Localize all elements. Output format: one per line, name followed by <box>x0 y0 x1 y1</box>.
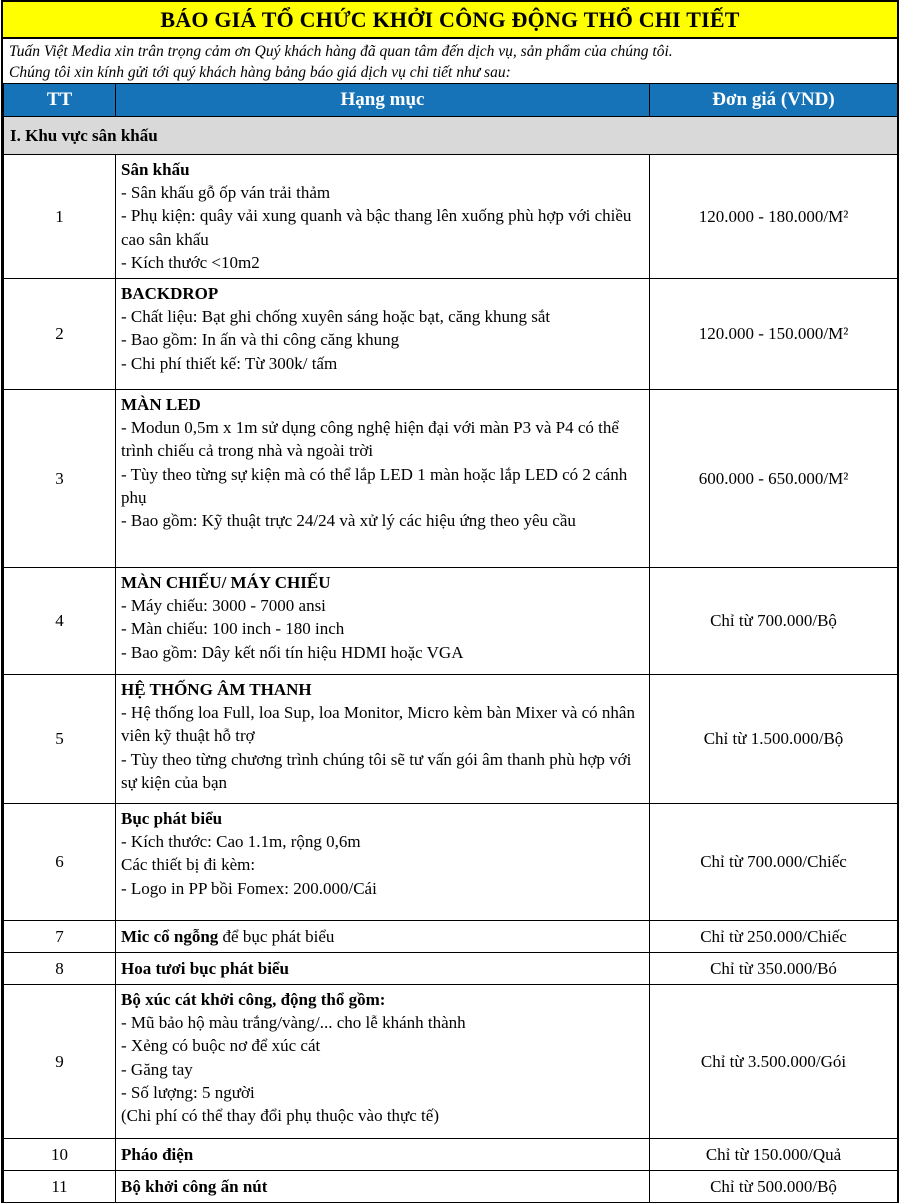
item-heading: MÀN CHIẾU/ MÁY CHIẾU <box>121 573 331 592</box>
item-heading-suffix: để bục phát biểu <box>218 926 335 946</box>
row-number: 6 <box>4 804 116 921</box>
row-number: 9 <box>4 985 116 1139</box>
row-price: Chỉ từ 250.000/Chiếc <box>650 921 898 953</box>
row-number: 5 <box>4 675 116 804</box>
item-detail: - Bao gồm: Dây kết nối tín hiệu HDMI hoặc VGA <box>121 642 464 662</box>
table-row <box>4 279 898 390</box>
item-detail: - Chi phí thiết kế: Từ 300k/ tấm <box>121 353 338 373</box>
row-price: 120.000 - 150.000/M² <box>650 279 898 390</box>
row-number: 10 <box>4 1139 116 1171</box>
item-heading-line <box>121 678 641 701</box>
item-heading-line <box>121 158 641 181</box>
item-heading: Bộ xúc cát khởi công, động thổ gồm: <box>121 990 386 1009</box>
item-heading: MÀN LED <box>121 395 201 414</box>
price-table <box>3 83 898 1203</box>
row-price: 600.000 - 650.000/M² <box>650 390 898 568</box>
item-detail: - Bao gồm: Kỹ thuật trực 24/24 và xử lý các hiệu ứng theo yêu cầu <box>121 511 576 531</box>
row-description <box>116 804 650 921</box>
header-price: Đơn giá (VND) <box>650 84 898 117</box>
item-detail: - Tùy theo từng sự kiện mà có thể lắp LED 1 màn hoặc lắp LED có 2 cánh phụ <box>121 464 628 507</box>
item-heading-line <box>121 393 641 416</box>
row-number: 7 <box>4 921 116 953</box>
item-heading-line <box>121 1175 641 1198</box>
item-detail: - Máy chiếu: 3000 - 7000 ansi <box>121 596 326 616</box>
item-heading-line <box>121 571 641 594</box>
row-price: Chỉ từ 500.000/Bộ <box>650 1171 898 1203</box>
intro-text <box>3 39 897 83</box>
item-heading-line <box>121 988 641 1011</box>
row-price: 120.000 - 180.000/M² <box>650 155 898 279</box>
row-price: Chỉ từ 150.000/Quả <box>650 1139 898 1171</box>
table-row <box>4 804 898 921</box>
section-row <box>4 117 898 155</box>
item-heading: Bục phát biểu <box>121 809 223 828</box>
section-title: I. Khu vực sân khấu <box>4 117 898 155</box>
item-detail: - Chất liệu: Bạt ghi chống xuyên sáng hoặc bạt, căng khung sắt <box>121 307 551 327</box>
item-detail: - Tùy theo từng chương trình chúng tôi sẽ tư vấn gói âm thanh phù hợp với sự kiện của bạn <box>121 749 632 792</box>
page-title: BÁO GIÁ TỔ CHỨC KHỞI CÔNG ĐỘNG THỔ CHI TIẾT <box>3 0 897 39</box>
item-detail: - Phụ kiện: quây vải xung quanh và bậc thang lên xuống phù hợp với chiều cao sân khấu <box>121 206 632 249</box>
item-heading: Hoa tươi bục phát biểu <box>121 958 289 978</box>
item-detail: Các thiết bị đi kèm: <box>121 855 256 875</box>
row-description <box>116 1139 650 1171</box>
row-description <box>116 953 650 985</box>
item-detail: - Xẻng có buộc nơ để xúc cát <box>121 1036 321 1056</box>
item-detail: - Modun 0,5m x 1m sử dụng công nghệ hiện đại với màn P3 và P4 có thể trình chiếu cả trong nhà và ngoài trời <box>121 418 619 461</box>
row-description <box>116 921 650 953</box>
table-row <box>4 921 898 953</box>
item-detail: - Găng tay <box>121 1059 193 1079</box>
item-detail: - Kích thước: Cao 1.1m, rộng 0,6m <box>121 832 361 852</box>
table-row <box>4 155 898 279</box>
quotation-sheet <box>1 0 899 1203</box>
row-price: Chỉ từ 700.000/Bộ <box>650 568 898 675</box>
item-detail: - Kích thước <10m2 <box>121 252 260 272</box>
item-heading: HỆ THỐNG ÂM THANH <box>121 680 312 699</box>
row-description <box>116 390 650 568</box>
table-row <box>4 675 898 804</box>
row-number: 4 <box>4 568 116 675</box>
row-description <box>116 568 650 675</box>
item-heading: Sân khấu <box>121 160 190 179</box>
table-row <box>4 390 898 568</box>
row-number: 8 <box>4 953 116 985</box>
item-detail: - Số lượng: 5 người <box>121 1082 255 1102</box>
row-price: Chỉ từ 1.500.000/Bộ <box>650 675 898 804</box>
item-detail: - Hệ thống loa Full, loa Sup, loa Monitor, Micro kèm bàn Mixer và có nhân viên kỹ thuật hỗ trợ <box>121 703 635 746</box>
header-tt: TT <box>4 84 116 117</box>
table-row <box>4 1139 898 1171</box>
row-description <box>116 985 650 1139</box>
item-detail: - Logo in PP bồi Fomex: 200.000/Cái <box>121 878 377 898</box>
item-heading-line <box>121 282 641 305</box>
item-detail: - Màn chiếu: 100 inch - 180 inch <box>121 619 345 639</box>
item-heading-line <box>121 925 641 948</box>
item-heading: Mic cổ ngỗng <box>121 926 219 946</box>
item-detail: - Mũ bảo hộ màu trắng/vàng/... cho lễ khánh thành <box>121 1013 466 1033</box>
row-description <box>116 155 650 279</box>
header-item: Hạng mục <box>116 84 650 117</box>
table-row <box>4 568 898 675</box>
row-price: Chỉ từ 700.000/Chiếc <box>650 804 898 921</box>
row-number: 1 <box>4 155 116 279</box>
table-header-row <box>4 84 898 117</box>
row-description <box>116 675 650 804</box>
row-number: 11 <box>4 1171 116 1203</box>
item-detail: - Sân khấu gỗ ốp ván trải thảm <box>121 183 331 203</box>
item-heading-line <box>121 1143 641 1166</box>
item-heading: Bộ khởi công ấn nút <box>121 1176 268 1196</box>
item-heading-line <box>121 957 641 980</box>
row-price: Chỉ từ 350.000/Bó <box>650 953 898 985</box>
row-number: 3 <box>4 390 116 568</box>
row-price: Chỉ từ 3.500.000/Gói <box>650 985 898 1139</box>
row-number: 2 <box>4 279 116 390</box>
intro-line-1: Tuấn Việt Media xin trân trọng cảm ơn Quý khách hàng đã quan tâm đến dịch vụ, sản phẩm của chúng tôi. <box>9 43 673 60</box>
intro-line-2: Chúng tôi xin kính gửi tới quý khách hàng bảng báo giá dịch vụ chi tiết như sau: <box>9 64 511 81</box>
item-detail: - Bao gồm: In ấn và thi công căng khung <box>121 330 400 350</box>
item-heading-line <box>121 807 641 830</box>
item-heading: Pháo điện <box>121 1144 194 1164</box>
table-row <box>4 985 898 1139</box>
item-detail: (Chi phí có thể thay đổi phụ thuộc vào thực tế) <box>121 1106 439 1126</box>
row-description <box>116 279 650 390</box>
table-row <box>4 953 898 985</box>
item-heading: BACKDROP <box>121 284 219 303</box>
